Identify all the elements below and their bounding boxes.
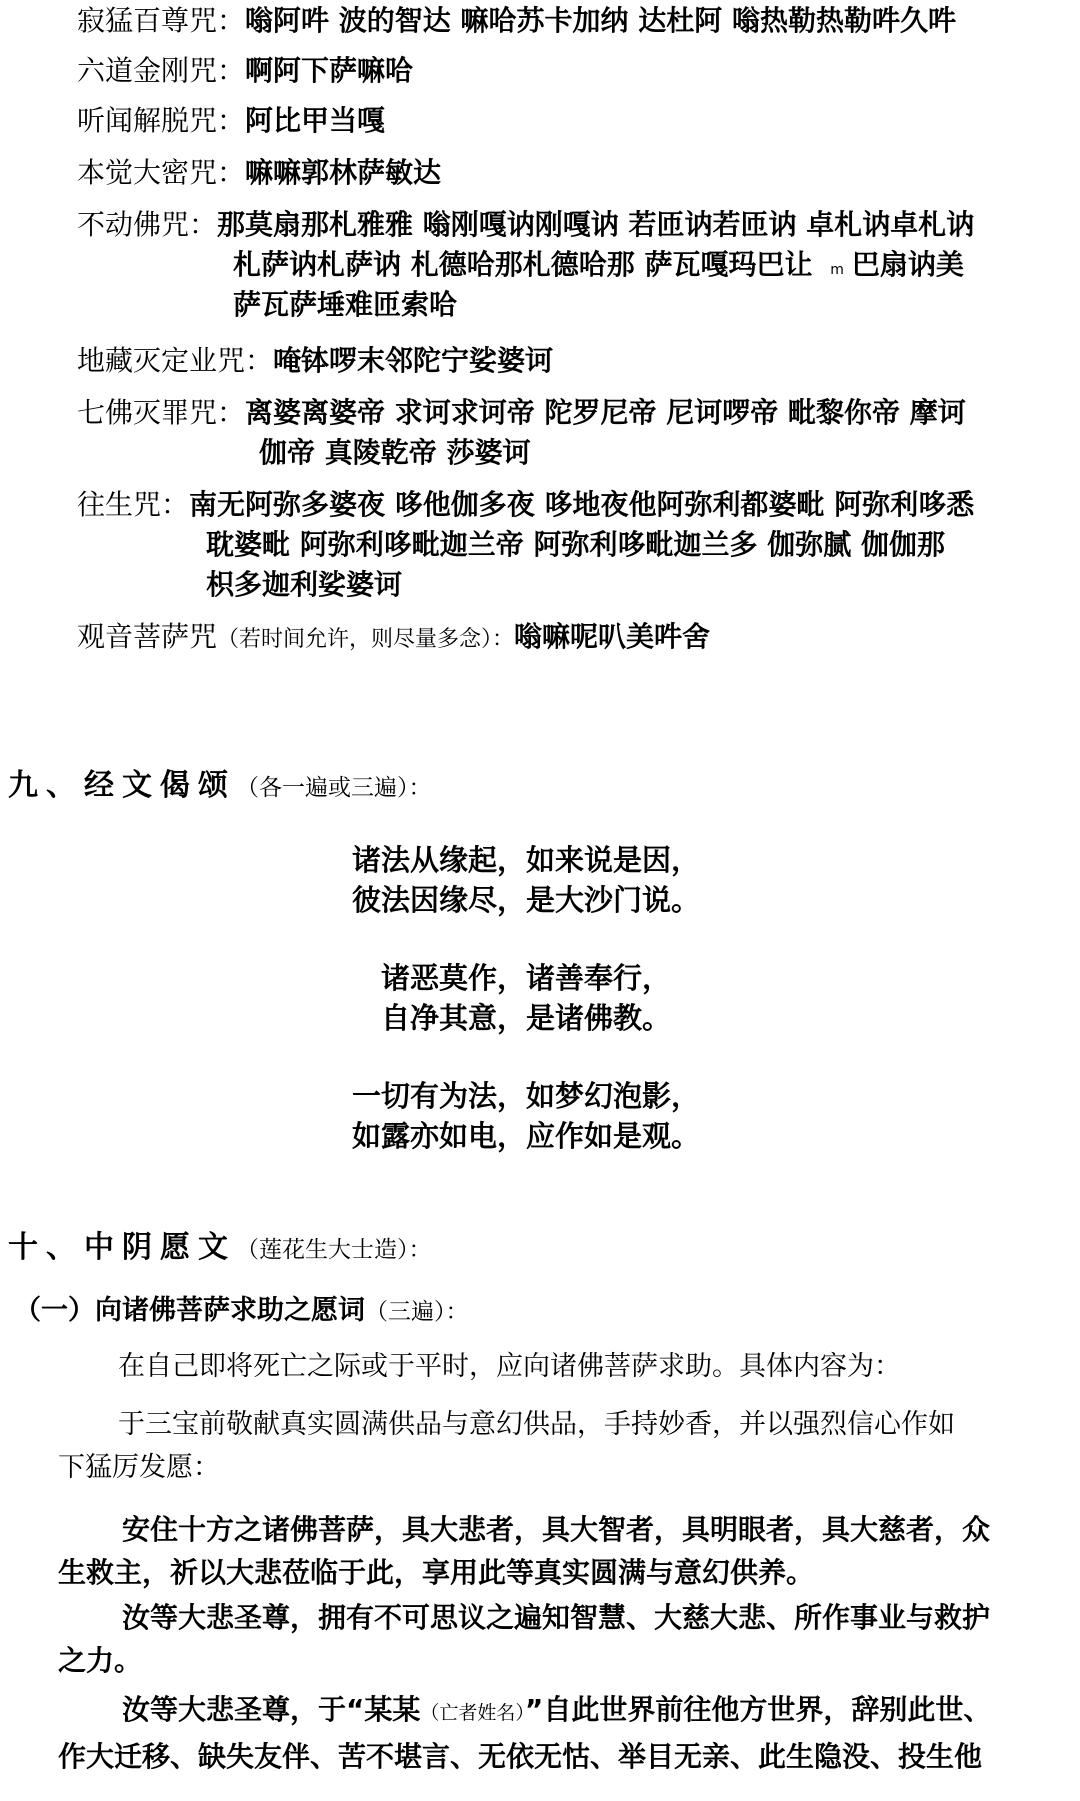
- verse-line: 一切有为法，如梦幻泡影，: [352, 1079, 701, 1113]
- paragraph-note: （亡者姓名）: [420, 1702, 525, 1724]
- mantra-text: 啊阿下萨嘛哈: [245, 54, 414, 87]
- verse-line: 自净其意，是诸佛教。: [381, 1001, 672, 1035]
- mantra-item: [77, 616, 1067, 661]
- paragraph-text: 在自己即将死亡之际或于平时，应向诸佛菩萨求助。具体内容为：: [118, 1351, 901, 1382]
- subsection-note: （三遍）：: [365, 1299, 469, 1325]
- verse-line: 如露亦如电，应作如是观。: [352, 1119, 701, 1153]
- section-note: （各一遍或三遍）：: [236, 775, 432, 801]
- section-note: （莲花生大士造）：: [236, 1237, 432, 1263]
- mantra-small-mark: m: [830, 262, 844, 278]
- mantra-label: 听闻解脱咒：: [77, 104, 246, 137]
- mantra-text: 唵钵啰末邻陀宁娑婆诃: [273, 344, 554, 377]
- subsection-heading: [14, 1288, 469, 1327]
- mantra-text: 嗡嘛呢叭美吽舍: [514, 620, 711, 653]
- paragraph: [58, 1403, 1068, 1489]
- paragraph-text: 汝等大悲圣尊，于“某某: [122, 1693, 421, 1726]
- mantra-text: 巴扇讷美: [851, 248, 964, 281]
- section-title: 九、经文偈颂: [8, 768, 236, 803]
- mantra-item: [77, 50, 1067, 92]
- paragraph: [58, 1345, 1068, 1388]
- paragraph-text: 于三宝前敬献真实圆满供品与意幻供品，手持妙香，并以强烈信心作如: [118, 1409, 955, 1440]
- mantra-label: 往生咒：: [77, 488, 190, 521]
- paragraph-text: 安住十方之诸佛菩萨，具大悲者，具大智者，具明眼者，具大慈者，众: [122, 1513, 991, 1546]
- mantra-text-continued: [206, 564, 402, 606]
- section-title: 十、中阴愿文: [8, 1230, 236, 1265]
- paragraph-text: 作大迁移、缺失友伴、苦不堪言、无依无怙、举目无亲、此生隐没、投生他: [58, 1740, 983, 1773]
- mantra-item: [77, 484, 1067, 526]
- mantra-item: [77, 204, 1067, 246]
- mantra-note: （若时间允许，则尽量多念）：: [217, 627, 515, 652]
- mantra-item: [77, 340, 1067, 382]
- mantra-text-continued: [233, 284, 457, 326]
- paragraph-text: 汝等大悲圣尊，拥有不可思议之遍知智慧、大慈大悲、所作事业与救护: [122, 1601, 991, 1634]
- mantra-text-continued: [259, 432, 531, 474]
- section-heading: [8, 760, 432, 804]
- mantra-text: 阿比甲当嘎: [245, 104, 386, 137]
- verse-line: 彼法因缘尽，是大沙门说。: [352, 883, 701, 917]
- mantra-label: 观音菩萨咒: [77, 620, 218, 653]
- mantra-label: 寂猛百尊咒：: [77, 4, 246, 37]
- mantra-label: 地藏灭定业咒：: [77, 344, 274, 377]
- section-heading: [8, 1222, 432, 1266]
- paragraph-text: 之力。: [58, 1644, 143, 1677]
- paragraph: [58, 1508, 1068, 1594]
- mantra-label: 本觉大密咒：: [77, 156, 246, 189]
- mantra-text: 萨瓦萨埵难匝索哈: [233, 288, 458, 321]
- mantra-item: [77, 152, 1067, 194]
- verse-line: 诸恶莫作，诸善奉行，: [381, 961, 672, 995]
- paragraph-text: ”自此世界前往他方世界，辞别此世、: [524, 1693, 992, 1726]
- paragraph: [58, 1596, 1068, 1682]
- mantra-text: 耽婆毗 阿弥利哆毗迦兰帝 阿弥利哆毗迦兰多 伽弥腻 伽伽那: [206, 528, 945, 561]
- mantra-label: 七佛灭罪咒：: [77, 396, 246, 429]
- mantra-item: [77, 392, 1067, 434]
- mantra-text: 伽帝 真陵乾帝 莎婆诃: [259, 436, 531, 469]
- mantra-text: 枳多迦利娑婆诃: [206, 568, 403, 601]
- paragraph: [58, 1688, 1068, 1778]
- mantra-text: 嗡阿吽 波的智达 嘛哈苏卡加纳 达杜阿 嗡热勒热勒吽久吽: [245, 4, 957, 37]
- mantra-text: 南无阿弥多婆夜 哆他伽多夜 哆地夜他阿弥利都婆毗 阿弥利哆悉: [189, 488, 975, 521]
- mantra-text: 离婆离婆帝 求诃求诃帝 陀罗尼帝 尼诃啰帝 毗黎你帝 摩诃: [245, 396, 966, 429]
- paragraph-text: 生救主，祈以大悲莅临于此，享用此等真实圆满与意幻供养。: [58, 1556, 815, 1589]
- subsection-title: （一）向诸佛菩萨求助之愿词: [14, 1295, 365, 1326]
- mantra-item: [77, 100, 1067, 142]
- mantra-text: 嘛嘛郭林萨敏达: [245, 156, 442, 189]
- mantra-label: 六道金刚咒：: [77, 54, 246, 87]
- mantra-text-continued: [206, 524, 945, 566]
- mantra-text: 那莫扇那札雅雅 嗡刚嘎讷刚嘎讷 若匝讷若匝讷 卓札讷卓札讷: [217, 208, 975, 241]
- mantra-item: [77, 0, 1067, 42]
- mantra-text: 札萨讷札萨讷 札德哈那札德哈那 萨瓦嘎玛巴让: [233, 248, 813, 281]
- verse-line: 诸法从缘起，如来说是因，: [352, 843, 701, 877]
- paragraph-text: 下猛厉发愿：: [58, 1452, 220, 1483]
- mantra-label: 不动佛咒：: [77, 208, 218, 241]
